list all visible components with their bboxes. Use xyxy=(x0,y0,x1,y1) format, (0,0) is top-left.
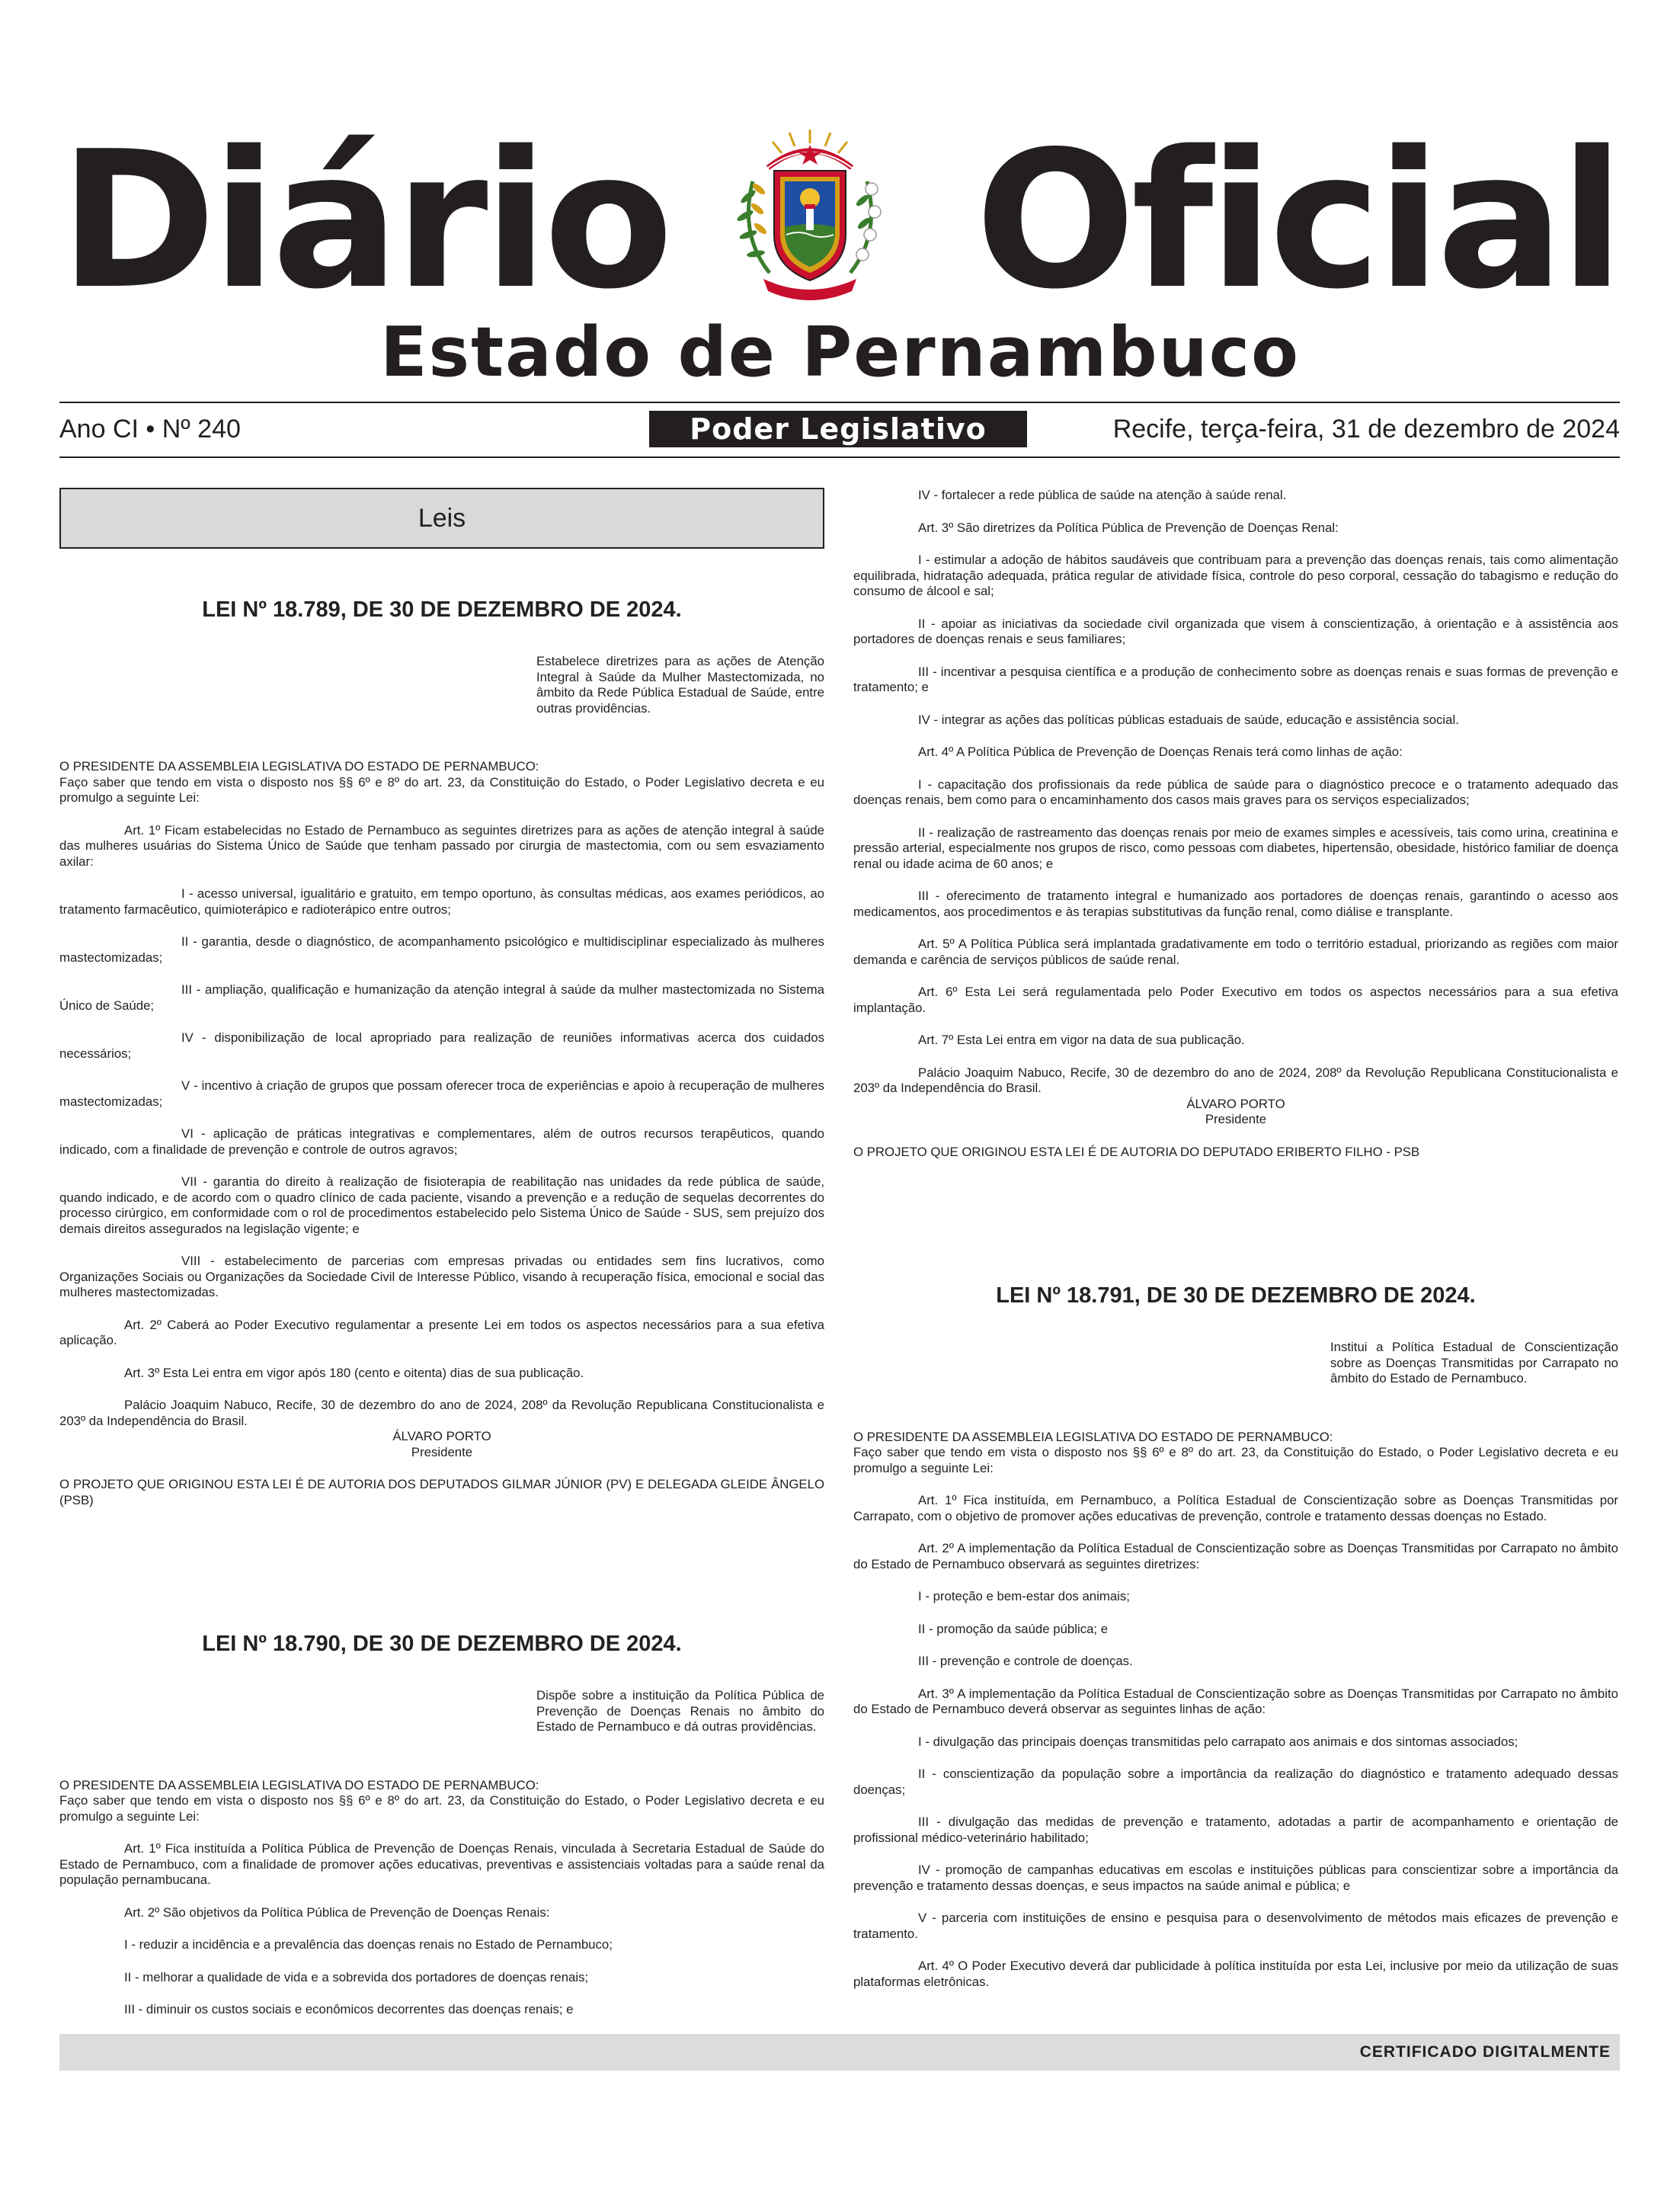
digital-certification-label: CERTIFICADO DIGITALMENTE xyxy=(1359,2043,1611,2061)
law-article: Art. 1º Ficam estabelecidas no Estado de Pernambuco as seguintes diretrizes para as ações de atenção integral à saúde das mulheres usuárias do Sistema Único de Saúde que tenham passado por cirurgia de mastectomia, com ou sem esvaziamento axilar: xyxy=(59,822,824,869)
law-article: Art. 3º São diretrizes da Política Pública de Prevenção de Doenças Renal: xyxy=(918,520,1339,535)
law-preamble xyxy=(59,1778,824,1825)
law-item: III - prevenção e controle de doenças. xyxy=(918,1654,1133,1668)
preamble-line: O PRESIDENTE DA ASSEMBLEIA LEGISLATIVA DO ESTADO DE PERNAMBUCO: xyxy=(59,1777,539,1792)
law-item: I - divulgação das principais doenças transmitidas pelo carrapato aos animais e dos sintomas associados; xyxy=(918,1734,1518,1749)
masthead-title-right: Oficial xyxy=(974,111,1620,331)
law-article: Art. 2º A implementação da Política Estadual de Conscientização sobre as Doenças Transmitidas por Carrapato no âmbito do Estado de Pernambuco observará as seguintes diretrizes: xyxy=(853,1541,1618,1571)
law-article: Art. 2º Caberá ao Poder Executivo regulamentar a presente Lei em todos os aspectos necessários para a sua efetiva aplicação. xyxy=(59,1317,824,1347)
law-article: Art. 2º São objetivos da Política Pública de Prevenção de Doenças Renais: xyxy=(124,1904,550,1920)
law-signatory: ÁLVARO PORTO xyxy=(392,1429,491,1443)
masthead-bottom-rule xyxy=(59,456,1620,458)
preamble-line: Faço saber que tendo em vista o disposto nos §§ 6º e 8º do art. 23, da Constituição do Estado, o Poder Legislativo decreta e eu promulgo a seguinte Lei: xyxy=(59,774,824,805)
law-authorship: O PROJETO QUE ORIGINOU ESTA LEI É DE AUTORIA DO DEPUTADO ERIBERTO FILHO - PSB xyxy=(853,1144,1420,1159)
law-article: Art. 1º Fica instituída, em Pernambuco, a Política Estadual de Conscientização sobre as Doenças Transmitidas por Carrapato, com o objetivo de promover ações educativas de prevenção, controle e tratamento dessas doenças no Estado. xyxy=(853,1493,1618,1523)
law-closing: Palácio Joaquim Nabuco, Recife, 30 de dezembro do ano de 2024, 208º da Revolução Republicana Constitucionalista e 203º da Independência do Brasil. xyxy=(853,1065,1618,1095)
law-item: V - parceria com instituições de ensino e pesquisa para o desenvolvimento de métodos mais eficazes de prevenção e tratamento. xyxy=(853,1911,1618,1941)
law-signatory-role: Presidente xyxy=(1205,1112,1267,1126)
law-item: IV - integrar as ações das políticas públicas estaduais de saúde, educação e assistência social. xyxy=(918,712,1459,727)
masthead-top-rule xyxy=(59,402,1620,403)
law-item: III - oferecimento de tratamento integral e humanizado aos portadores de doenças renais, garantindo o acesso aos medicamentos, aos procedimentos e às terapias substitutivas da função renal, como diálise e transplante. xyxy=(853,889,1618,919)
preamble-line: Faço saber que tendo em vista o disposto nos §§ 6º e 8º do art. 23, da Constituição do Estado, o Poder Legislativo decreta e eu promulgo a seguinte Lei: xyxy=(853,1445,1618,1475)
masthead-subtitle: Estado de Pernambuco xyxy=(380,312,1300,392)
law-preamble xyxy=(853,1430,1618,1477)
law-item: III - incentivar a pesquisa científica e a produção de conhecimento sobre as doenças renais e suas formas de prevenção e tratamento; e xyxy=(853,664,1618,694)
law-authorship: O PROJETO QUE ORIGINOU ESTA LEI É DE AUTORIA DOS DEPUTADOS GILMAR JÚNIOR (PV) E DELEGADA GLEIDE ÂNGELO (PSB) xyxy=(59,1477,824,1507)
footer-bar xyxy=(59,2034,1620,2071)
law-article: Art. 4º O Poder Executivo deverá dar publicidade à política instituída por esta Lei, inclusive por meio da utilização de suas plataformas eletrônicas. xyxy=(853,1959,1618,1989)
law-item: IV - disponibilização de local apropriado para realização de reuniões informativas acerca dos cuidados necessários; xyxy=(59,1030,824,1061)
law-item: IV - fortalecer a rede pública de saúde na atenção à saúde renal. xyxy=(918,488,1287,502)
law-item: I - acesso universal, igualitário e gratuito, em tempo oportuno, às consultas médicas, aos exames periódicos, ao tratamento farmacêutico, quimioterápico e radioterápico entre outros; xyxy=(59,886,824,917)
law-title: LEI Nº 18.789, DE 30 DE DEZEMBRO DE 2024. xyxy=(202,597,682,622)
law-item: III - ampliação, qualificação e humanização da atenção integral à saúde da mulher mastectomizada no Sistema Único de Saúde; xyxy=(59,982,824,1013)
law-article: Art. 3º Esta Lei entra em vigor após 180 (cento e oitenta) dias de sua publicação. xyxy=(124,1365,584,1380)
law-item: II - garantia, desde o diagnóstico, de acompanhamento psicológico e multidisciplinar especializado às mulheres mastectomizadas; xyxy=(59,934,824,965)
law-item: II - melhorar a qualidade de vida e a sobrevida dos portadores de doenças renais; xyxy=(124,1969,589,1984)
preamble-line: O PRESIDENTE DA ASSEMBLEIA LEGISLATIVA DO ESTADO DE PERNAMBUCO: xyxy=(853,1429,1333,1444)
law-item: VIII - estabelecimento de parcerias com empresas privadas ou entidades sem fins lucrativos, como Organizações Sociais ou Organizações da Sociedade Civil de Interesse Público, visando à recuperação física, emocional e social das mulheres mastectomizadas. xyxy=(59,1254,824,1299)
law-item: II - conscientização da população sobre a importância da realização do diagnóstico e tratamento adequado dessas doenças; xyxy=(853,1767,1618,1797)
edition-number: Ano CI • Nº 240 xyxy=(59,415,241,444)
law-item: I - estimular a adoção de hábitos saudáveis que contribuam para a prevenção das doenças renais, tais como alimentação equilibrada, hidratação adequada, prática regular de atividade física, controle do peso corporal, cessação do tabagismo e redução do consumo de álcool e sal; xyxy=(853,553,1618,598)
law-item: II - realização de rastreamento das doenças renais por meio de exames simples e acessíveis, tais como urina, creatinina e pressão arterial, especialmente nos grupos de risco, como pessoas com diabetes, hipertensão, obesidade, histórico familiar de doença renal ou idade acima de 60 anos; e xyxy=(853,825,1618,871)
column-left xyxy=(59,488,824,2035)
law-title: LEI Nº 18.790, DE 30 DE DEZEMBRO DE 2024. xyxy=(202,1632,682,1656)
branch-banner: Poder Legislativo xyxy=(649,411,1027,447)
law-item: II - apoiar as iniciativas da sociedade civil organizada que visem à conscientização, à orientação e à assistência aos portadores de doenças renais e seus familiares; xyxy=(853,616,1618,646)
law-item: IV - promoção de campanhas educativas em escolas e instituições públicas para conscientizar sobre a importância da prevenção e tratamento dessas doenças, e seus impactos na saúde animal e pública; e xyxy=(853,1863,1618,1893)
law-item: I - reduzir a incidência e a prevalência das doenças renais no Estado de Pernambuco; xyxy=(124,1937,613,1952)
column-right xyxy=(853,488,1618,2007)
law-signatory: ÁLVARO PORTO xyxy=(1186,1096,1285,1111)
law-ementa: Institui a Política Estadual de Conscientização sobre as Doenças Transmitidas por Carrapato no âmbito do Estado de Pernambuco. xyxy=(1330,1340,1618,1385)
law-item: VII - garantia do direito à realização de fisioterapia de reabilitação nas unidades da rede pública de saúde, quando indicado, e de acordo com o quadro clínico de cada paciente, visando a prevenção e a redução de sequelas decorrentes do processo cirúrgico, em conformidade com o rol de procedimentos estabelecido pelo Sistema Único de Saúde - SUS, sem prejuízo dos demais direitos assegurados na legislação vigente; e xyxy=(59,1174,824,1236)
masthead-title-left: Diário xyxy=(59,111,669,331)
publication-date: Recife, terça-feira, 31 de dezembro de 2024 xyxy=(1112,415,1620,444)
law-item: I - capacitação dos profissionais da rede pública de saúde para o diagnóstico precoce e o tratamento adequado das doenças renais, bem como para o encaminhamento dos casos mais graves para os serviços especializados; xyxy=(853,777,1618,807)
law-closing: Palácio Joaquim Nabuco, Recife, 30 de dezembro do ano de 2024, 208º da Revolução Republicana Constitucionalista e 203º da Independência do Brasil. xyxy=(59,1398,824,1428)
law-item: I - proteção e bem-estar dos animais; xyxy=(918,1589,1130,1603)
law-item: VI - aplicação de práticas integrativas e complementares, além de outros recursos terapêuticos, quando indicado, com a finalidade de prevenção e controle de outros agravos; xyxy=(59,1126,824,1157)
law-signatory-role: Presidente xyxy=(411,1444,473,1459)
law-article: Art. 3º A implementação da Política Estadual de Conscientização sobre as Doenças Transmitidas por Carrapato no âmbito do Estado de Pernambuco deverá observar as seguintes linhas de ação: xyxy=(853,1686,1618,1716)
preamble-line: Faço saber que tendo em vista o disposto nos §§ 6º e 8º do art. 23, da Constituição do Estado, o Poder Legislativo decreta e eu promulgo a seguinte Lei: xyxy=(59,1793,824,1824)
law-article: Art. 4º A Política Pública de Prevenção de Doenças Renais terá como linhas de ação: xyxy=(918,745,1403,759)
law-article: Art. 5º A Política Pública será implantada gradativamente em todo o território estadual, priorizando as regiões com maior demanda e carência de serviços públicos de saúde renal. xyxy=(853,937,1618,967)
law-item: II - promoção da saúde pública; e xyxy=(918,1621,1109,1636)
law-ementa: Dispõe sobre a instituição da Política Pública de Prevenção de Doenças Renais no âmbito do Estado de Pernambuco e dá outras providências. xyxy=(536,1688,824,1734)
coat-of-arms-icon xyxy=(722,128,898,303)
law-title: LEI Nº 18.791, DE 30 DE DEZEMBRO DE 2024. xyxy=(996,1283,1476,1308)
law-article: Art. 6º Esta Lei será regulamentada pelo Poder Executivo em todos os aspectos necessários para a sua efetiva implantação. xyxy=(853,985,1618,1015)
law-item: V - incentivo à criação de grupos que possam oferecer troca de experiências e apoio à recuperação de mulheres mastectomizadas; xyxy=(59,1078,824,1109)
law-item: III - divulgação das medidas de prevenção e tratamento, adotadas a partir de acompanhamento e orientação de profissional médico-veterinário habilitado; xyxy=(853,1815,1618,1845)
section-header: Leis xyxy=(59,488,824,549)
law-ementa: Estabelece diretrizes para as ações de Atenção Integral à Saúde da Mulher Mastectomizada, no âmbito da Rede Pública Estadual de Saúde, entre outras providências. xyxy=(536,654,824,716)
preamble-line: O PRESIDENTE DA ASSEMBLEIA LEGISLATIVA DO ESTADO DE PERNAMBUCO: xyxy=(59,759,539,774)
law-item: III - diminuir os custos sociais e econômicos decorrentes das doenças renais; e xyxy=(124,2002,574,2016)
law-preamble xyxy=(59,759,824,806)
law-article: Art. 1º Fica instituída a Política Pública de Prevenção de Doenças Renais, vinculada à Secretaria Estadual de Saúde do Estado de Pernambuco, com a finalidade de promover ações educativas, preventivas e assistenciais voltadas para a saúde renal da população pernambucana. xyxy=(59,1841,824,1887)
law-article: Art. 7º Esta Lei entra em vigor na data de sua publicação. xyxy=(918,1033,1245,1047)
